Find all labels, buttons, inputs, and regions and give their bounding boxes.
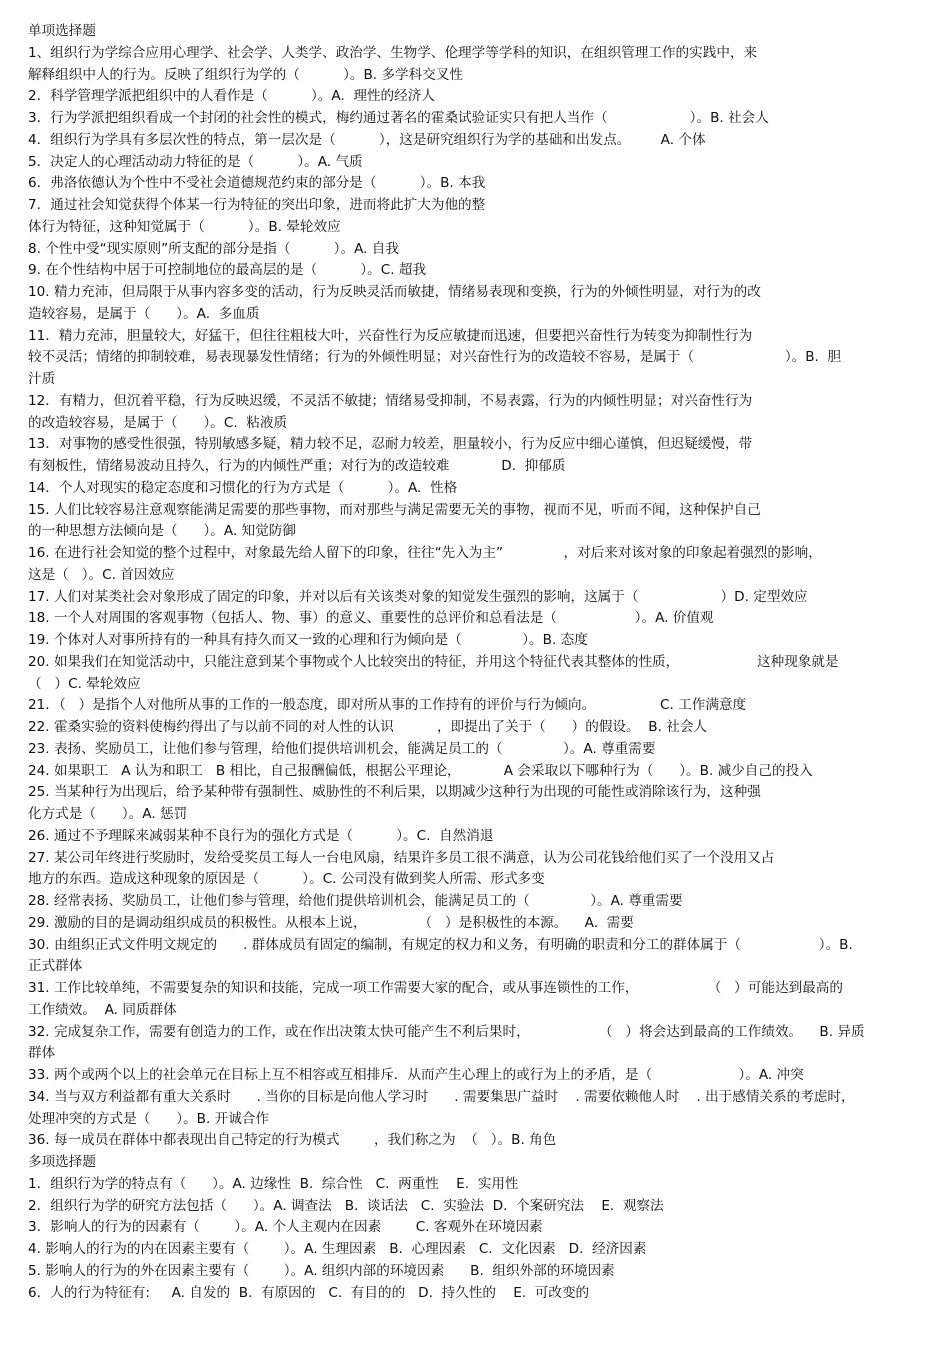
text-line: 汁质 xyxy=(28,371,56,387)
text-line: 36. 每一成员在群体中都表现出自己特定的行为模式 ，我们称之为 （ ）。B. 角色 xyxy=(28,1132,557,1149)
text-line: 4. 影响人的行为的内在因素主要有（ ）。A. 生理因素 B. 心理因素 C. 文化因素 D. 经济因素 xyxy=(28,1241,647,1257)
text-line: 13．对事物的感受性很强，特别敏感多疑，精力较不足，忍耐力较差，胆量较小，行为反应中细心谨慎，但迟疑缓慢，带 xyxy=(28,436,753,453)
text-line: 9. 在个性结构中居于可控制地位的最高层的是（ ）。C. 超我 xyxy=(28,262,427,279)
section-title-multiple-choice: 2．组织行为学的研究方法包括（ ）。A. 调查法 B. 谈话法 C. 实验法 D. 个案研究法 E. 观察法 xyxy=(28,1197,664,1214)
text-line: 6．人的行为特征有: A. 自发的 B. 有原因的 C. 有目的的 D. 持久性的 E. 可改变的 xyxy=(28,1284,590,1301)
text-line: 33. 两个或两个以上的社会单元在目标上互不相容或互相排斥．从而产生心理上的或行为上的矛盾，是（ ）。A. 冲突 xyxy=(28,1067,804,1083)
text-line: 34. 当与双方利益都有重大关系时 . 当你的目标是向他人学习时 . 需要集思广益时 . 需要依赖他人时 . 出于感情关系的考虑时， xyxy=(28,1088,855,1105)
text-line: 14．个人对现实的稳定态度和习惯化的行为方式是（ ）。A. 性格 xyxy=(28,479,458,496)
text-line: 1．组织行为学的特点有（ ）。A. 边缘性 B. 综合性 C. 两重性 E. 实用性 xyxy=(28,1175,519,1192)
text-line: 处理冲突的方式是（ ）。B. 开诚合作 xyxy=(28,1110,269,1127)
text-line: 26. 通过不予理睬来减弱某种不良行为的强化方式是（ ）。C. 自然消退 xyxy=(28,827,494,844)
text-line: 4．组织行为学具有多层次性的特点，第一层次是（ ），这是研究组织行为学的基础和出发点。 A. 个体 xyxy=(28,131,706,148)
text-line: 2．科学管理学派把组织中的人看作是（ ）。A. 理性的经济人 xyxy=(28,88,435,105)
text-line: 体行为特征，这种知觉属于（ ）。B. 晕轮效应 xyxy=(28,218,341,235)
text-line: 的改造较容易，是属于（ ）。C. 粘液质 xyxy=(28,414,288,431)
text-line: 的一种思想方法倾向是（ ）。A. 知觉防御 xyxy=(28,523,296,540)
text-line: 29. 激励的目的是调动组织成员的积极性。从根本上说， （ ）是积极性的本源。 A. 需要 xyxy=(28,914,634,931)
text-line: 工作绩效。 A. 同质群体 xyxy=(28,1001,177,1018)
text-line: 正式群体 xyxy=(28,958,83,975)
text-line: （ ）C. 晕轮效应 xyxy=(28,675,141,692)
text-line: 16. 在进行社会知觉的整个过程中，对象最先给人留下的印象，往往“先入为主” ，对后来对该对象的印象起着强烈的影响， xyxy=(28,545,822,561)
text-line: 27. 某公司年终进行奖励时，发给受奖员工每人一台电风扇，结果许多员工很不满意，认为公司花钱给他们买了一个没用又占 xyxy=(28,849,775,866)
text-line: 19. 个体对人对事所持有的一种具有持久而又一致的心理和行为倾向是（ ）。B. 态度 xyxy=(28,632,588,648)
text-line: 这是（ ）。C. 首因效应 xyxy=(28,566,175,583)
text-line: 32. 完成复杂工作，需要有创造力的工作，或在作出决策太快可能产生不利后果时， （ ）将会达到最高的工作绩效。 B. 异质 xyxy=(28,1023,865,1040)
text-line: 较不灵活；情绪的抑制较难，易表现暴发性情绪；行为的外倾性明显；对兴奋性行为的改造较不容易，是属于（ ）。B. 胆 xyxy=(28,349,842,366)
text-line: 23. 表扬、奖励员工，让他们参与管理，给他们提供培训机会，能满足员工的（ ）。A. 尊重需要 xyxy=(28,740,656,757)
text-line: 21．（ ）是指个人对他所从事的工作的一般态度，即对所从事的工作持有的评价与行为倾向。 C. 工作满意度 xyxy=(28,697,747,714)
text-line: 31. 工作比较单纯，不需要复杂的知识和技能，完成一项工作需要大家的配合，或从事连锁性的工作， （ ）可能达到最高的 xyxy=(28,980,843,996)
text-line: 11．精力充沛，胆量较大，好猛干，但往往粗枝大叶，兴奋性行为反应敏捷而迅速，但要把兴奋性行为转变为抑制性行为 xyxy=(28,327,753,344)
text-line: 多项选择题 xyxy=(28,1154,96,1170)
text-line: 6．弗洛依德认为个性中不受社会道德规范约束的部分是（ ）。B. 本我 xyxy=(28,175,486,192)
text-line: 10. 精力充沛，但局限于从事内容多变的活动，行为反映灵活而敏捷，情绪易表现和变换，行为的外倾性明显，对行为的改 xyxy=(28,284,761,300)
text-line: 3．行为学派把组织看成一个封闭的社会性的模式，梅约通过著名的霍桑试验证实只有把人当作（ ）。B. 社会人 xyxy=(28,110,769,126)
text-line: 15. 人们比较容易注意观察能满足需要的那些事物，而对那些与满足需要无关的事物，视而不见，听而不闻，这种保护自己 xyxy=(28,501,761,518)
text-line: 化方式是（ ）。A. 惩罚 xyxy=(28,806,188,822)
text-line: 5．决定人的心理活动动力特征的是（ ）。A. 气质 xyxy=(28,153,363,170)
text-line: 18. 一个人对周围的客观事物（包括人、物、事）的意义、重要性的总评价和总看法是（ ）。A. 价值观 xyxy=(28,610,714,627)
text-line: 28. 经常表扬、奖励员工，让他们参与管理，给他们提供培训机会，能满足员工的（ ）。A. 尊重需要 xyxy=(28,893,683,909)
text-line: 解释组织中人的行为。反映了组织行为学的（ ）。B. 多学科交叉性 xyxy=(28,66,464,83)
text-line: 7．通过社会知觉获得个体某一行为特征的突出印象，进而将此扩大为他的整 xyxy=(28,197,486,213)
text-line: 群体 xyxy=(28,1045,56,1062)
text-line: 有刻板性，情绪易波动且持久，行为的内倾性严重；对行为的改造较难 D. 抑郁质 xyxy=(28,458,566,474)
text-line: 8. 个性中受“现实原则”所支配的部分是指（ ）。A. 自我 xyxy=(28,240,399,257)
text-line: 地方的东西。造成这种现象的原因是（ ）。C. 公司没有做到奖人所需、形式多变 xyxy=(28,871,545,888)
text-line: 24. 如果职工 A 认为和职工 B 相比，自己报酬偏低，根据公平理论， A 会采取以下哪种行为（ ）。B. 减少自己的投入 xyxy=(28,762,813,779)
text-line: 30. 由组织正式文件明文规定的 . 群体成员有固定的编制，有规定的权力和义务，有明确的职责和分工的群体属于（ ）。B. xyxy=(28,936,853,953)
text-line: 造较容易，是属于（ ）。A. 多血质 xyxy=(28,305,260,322)
text-line: 5. 影响人的行为的外在因素主要有（ ）。A. 组织内部的环境因素 B. 组织外部的环境因素 xyxy=(28,1262,615,1279)
section-title-single-choice: 单项选择题 xyxy=(28,23,96,39)
text-line: 3．影响人的行为的因素有（ ）。A. 个人主观内在因素 C. 客观外在环境因素 xyxy=(28,1219,543,1236)
text-line: 17. 人们对某类社会对象形成了固定的印象，并对以后有关该类对象的知觉发生强烈的影响，这属于（ ）D. 定型效应 xyxy=(28,588,808,605)
text-line: 22. 霍桑实验的资料使梅约得出了与以前不同的对人性的认识 ，即提出了关于（ ）的假设。 B. 社会人 xyxy=(28,719,708,735)
text-line: 20. 如果我们在知觉活动中，只能注意到某个事物或个人比较突出的特征，并用这个特征代表其整体的性质， 这种现象就是 xyxy=(28,653,839,670)
text-line: 25. 当某种行为出现后，给予某种带有强制性、威胁性的不利后果，以期减少这种行为出现的可能性或消除该行为，这种强 xyxy=(28,784,761,801)
text-line: 1、组织行为学综合应用心理学、社会学、人类学、政治学、生物学、伦理学等学科的知识，在组织管理工作的实践中，来 xyxy=(28,44,758,61)
text-line: 12．有精力，但沉着平稳，行为反映迟缓，不灵活不敏捷；情绪易受抑制，不易表露，行为的内倾性明显；对兴奋性行为 xyxy=(28,392,753,409)
